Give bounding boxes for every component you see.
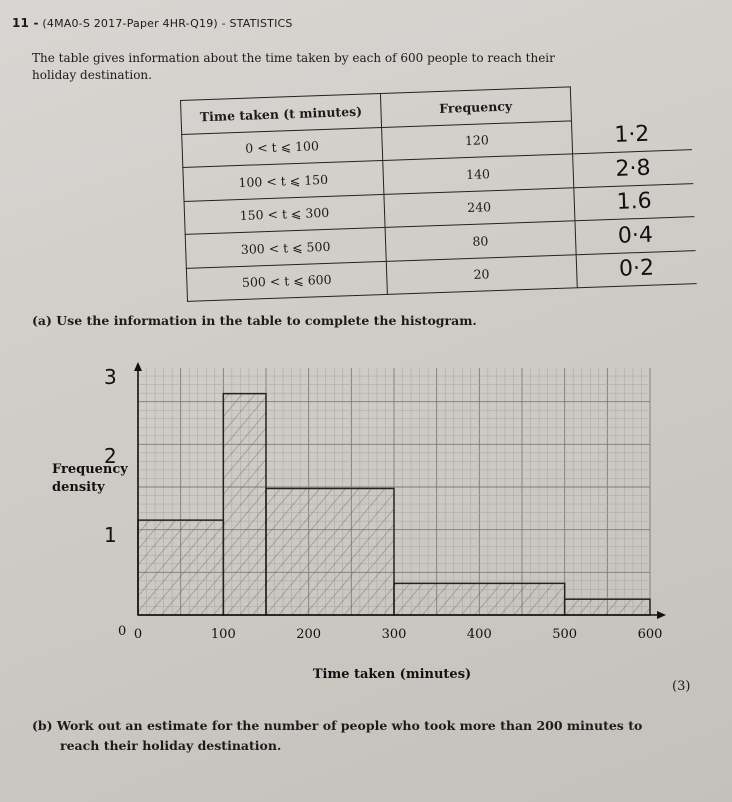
- x-tick-label: 100: [210, 627, 236, 642]
- x-tick-label: 200: [296, 627, 322, 642]
- part-b-line-2: reach their holiday destination.: [60, 738, 282, 753]
- header-time-taken: Time taken (t minutes): [181, 94, 382, 134]
- interval-cell: 100 < t ⩽ 150: [183, 160, 384, 200]
- histogram-bar: [266, 489, 394, 616]
- frequency-cell: 120: [381, 120, 572, 160]
- question-header: [12, 16, 293, 30]
- histogram-bar: [565, 599, 650, 615]
- x-tick-label: 600: [637, 627, 663, 642]
- intro-line-1: The table gives information about the time taken by each of 600 people to reach their: [32, 51, 555, 65]
- x-axis-label: Time taken (minutes): [312, 667, 472, 682]
- density-handwritten: 0·2: [576, 250, 697, 288]
- y-tick-handwritten: 2: [104, 443, 117, 468]
- question-number: 11 -: [12, 16, 39, 30]
- intro-text: [32, 50, 682, 84]
- y-axis-label-line2: density: [52, 480, 105, 495]
- y-axis-arrow-icon: [134, 362, 142, 371]
- density-handwritten: 0·4: [575, 217, 696, 255]
- y-axis-label-line1: Frequency: [52, 462, 128, 477]
- x-tick-label: 300: [381, 627, 407, 642]
- frequency-cell: 20: [386, 254, 577, 294]
- header-density-blank: [570, 83, 691, 121]
- interval-cell: 500 < t ⩽ 600: [186, 261, 387, 301]
- x-axis-arrow-icon: [657, 611, 666, 619]
- interval-cell: 0 < t ⩽ 100: [182, 127, 383, 167]
- frequency-cell: 80: [385, 221, 576, 261]
- histogram-bar: [394, 583, 565, 615]
- x-tick-label: 400: [466, 627, 492, 642]
- header-frequency: Frequency: [380, 87, 571, 127]
- histogram-bar: [223, 394, 266, 615]
- part-b-question: [32, 716, 692, 756]
- part-b-line-1: (b) Work out an estimate for the number of people who took more than 200 minutes to: [32, 718, 643, 733]
- y-tick-handwritten: 3: [104, 364, 117, 389]
- x-tick-label: 500: [552, 627, 578, 642]
- frequency-cell: 140: [383, 154, 574, 194]
- frequency-table: [180, 82, 697, 302]
- density-handwritten: 1.6: [574, 183, 695, 221]
- histogram-bar: [138, 520, 223, 615]
- density-handwritten: 1·2: [571, 116, 692, 154]
- y-tick-handwritten: 1: [104, 522, 117, 547]
- frequency-cell: 240: [384, 187, 575, 227]
- interval-cell: 150 < t ⩽ 300: [184, 194, 385, 234]
- x-tick-label: 0: [133, 627, 143, 642]
- intro-line-2: holiday destination.: [32, 68, 152, 82]
- part-a-instruction: (a) Use the information in the table to complete the histogram.: [32, 313, 477, 328]
- interval-cell: 300 < t ⩽ 500: [185, 227, 386, 267]
- y-zero-label: 0: [118, 624, 127, 639]
- histogram: [0, 340, 732, 685]
- question-reference: (4MA0-S 2017-Paper 4HR-Q19) - STATISTICS: [42, 17, 293, 30]
- part-a-marks: (3): [672, 679, 691, 694]
- density-handwritten: 2·8: [572, 150, 693, 188]
